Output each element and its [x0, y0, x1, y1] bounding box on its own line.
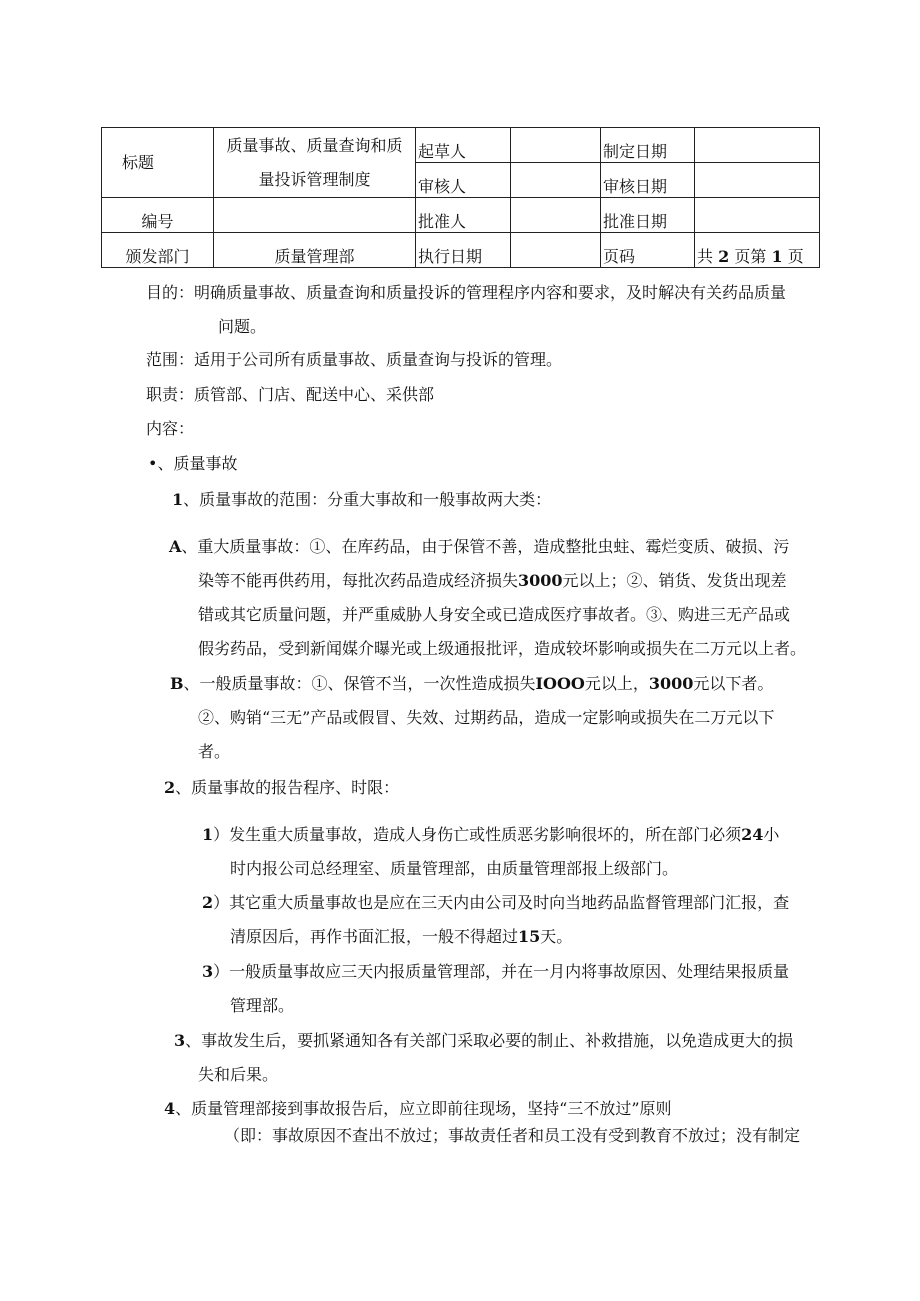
content-label: 内容： [146, 419, 195, 438]
item4-num: 4 [164, 1099, 176, 1118]
drafter-label: 起草人 [416, 128, 511, 163]
dept-value: 质量管理部 [214, 233, 416, 268]
B-line-2: ②、购销“三无”产品或假冒、失效、过期药品，造成一定影响或损失在二万元以下 [198, 708, 775, 727]
A-line-4: 假劣药品，受到新闻媒介曝光或上级通报批评，造成较坏影响或损失在二万元以上者。 [198, 639, 807, 658]
exec-date-label: 执行日期 [416, 233, 511, 268]
duty-line: 职责：质管部、门店、配送中心、采供部 [146, 385, 435, 404]
p2-text-2b: 天。 [540, 927, 573, 946]
page-value [695, 233, 820, 268]
B-num-3000: 3000 [648, 674, 694, 693]
purpose-line-2: 问题。 [218, 317, 267, 336]
p2-text-1: ）其它重大质量事故也是应在三天内由公司及时向当地药品监督管理部门汇报，查 [213, 893, 790, 912]
review-date-value [695, 163, 820, 198]
p3-line-2: 管理部。 [230, 996, 295, 1015]
B-line-1 [170, 674, 773, 694]
make-date-value [695, 128, 820, 163]
title-value-line1: 质量事故、质量查询和质 [226, 135, 403, 155]
item3-line-1 [174, 1031, 793, 1051]
approver-value [511, 198, 601, 233]
approver-label: 批准人 [416, 198, 511, 233]
A-label: A [169, 537, 182, 556]
review-date-label: 审核日期 [601, 163, 695, 198]
B-num-1000: IOOO [535, 674, 585, 693]
p1-line-1 [202, 825, 779, 845]
item1-num: 1 [172, 490, 184, 509]
make-date-label: 制定日期 [601, 128, 695, 163]
item2-text: 、质量事故的报告程序、时限： [175, 778, 400, 797]
scope-line: 范围：适用于公司所有质量事故、质量查询与投诉的管理。 [146, 350, 563, 369]
p2-line-2 [230, 927, 572, 947]
title-value-line2: 量投诉管理制度 [258, 169, 371, 189]
title-value [214, 128, 416, 198]
p3-num: 3 [202, 962, 214, 981]
A-line-2 [198, 571, 787, 591]
document-header-table [101, 127, 820, 268]
page-mid: 页第 [734, 247, 767, 266]
reviewer-value [511, 163, 601, 198]
item1-line [172, 490, 551, 510]
B-text-1a: 、一般质量事故：①、保管不当，一次性造成损失 [183, 674, 536, 693]
section-quality-accident: •、质量事故 [148, 454, 238, 473]
p1-text-1a: ）发生重大质量事故，造成人身伤亡或性质恶劣影响很坏的，所在部门必须 [213, 825, 742, 844]
p1-text-1b: 小 [763, 825, 780, 844]
exec-date-value [511, 233, 601, 268]
A-line-1 [169, 537, 789, 557]
p2-text-2a: 清原因后，再作书面汇报，一般不得超过 [230, 927, 519, 946]
title-label: 标题 [102, 128, 214, 198]
reviewer-label: 审核人 [416, 163, 511, 198]
approve-date-label: 批准日期 [601, 198, 695, 233]
number-label: 编号 [102, 198, 214, 233]
approve-date-value [695, 198, 820, 233]
p2-num-15: 15 [518, 927, 541, 946]
A-text-2a: 染等不能再供药用，每批次药品造成经济损失 [198, 571, 519, 590]
A-line-3: 错或其它质量问题，并严重威胁人身安全或已造成医疗事故者。③、购进三无产品或 [198, 605, 791, 624]
page-post: 页 [787, 247, 804, 266]
item3-num: 3 [174, 1031, 186, 1050]
A-text-2b: 元以上；②、销货、发货出现差 [562, 571, 787, 590]
p1-line-2: 时内报公司总经理室、质量管理部，由质量管理部报上级部门。 [230, 859, 679, 878]
p1-num: 1 [202, 825, 214, 844]
item2-num: 2 [164, 778, 176, 797]
item1-text: 、质量事故的范围：分重大事故和一般事故两大类： [183, 490, 552, 509]
p2-line-1 [202, 893, 789, 913]
page-label: 页码 [601, 233, 695, 268]
B-text-1c: 元以下者。 [693, 674, 774, 693]
p1-num-24: 24 [741, 825, 764, 844]
dept-label: 颁发部门 [102, 233, 214, 268]
p2-num: 2 [202, 893, 214, 912]
item3-line-2: 失和后果。 [198, 1065, 279, 1084]
A-num-3000: 3000 [518, 571, 563, 590]
page-total: 2 [718, 247, 730, 266]
purpose-line-1: 目的：明确质量事故、质量查询和质量投诉的管理程序内容和要求，及时解决有关药品质量 [146, 283, 787, 302]
item4-line-2: （即：事故原因不查出不放过；事故责任者和员工没有受到教育不放过；没有制定 [224, 1126, 801, 1145]
B-line-3: 者。 [198, 742, 231, 761]
number-value [214, 198, 416, 233]
p3-text-1: ）一般质量事故应三天内报质量管理部，并在一月内将事故原因、处理结果报质量 [213, 962, 790, 981]
B-text-1b: 元以上， [584, 674, 649, 693]
page-current: 1 [771, 247, 783, 266]
item4-line-1 [164, 1099, 672, 1119]
A-text-1: 、重大质量事故：①、在库药品，由于保管不善，造成整批虫蛀、霉烂变质、破损、污 [181, 537, 790, 556]
item4-text-1: 、质量管理部接到事故报告后，应立即前往现场，坚持“三不放过”原则 [175, 1099, 672, 1118]
item2-line [164, 778, 399, 798]
item3-text-1: 、事故发生后，要抓紧通知各有关部门采取必要的制止、补救措施，以免造成更大的损 [185, 1031, 794, 1050]
drafter-value [511, 128, 601, 163]
B-label: B [170, 674, 184, 693]
page-pre: 共 [697, 247, 714, 266]
p3-line-1 [202, 962, 789, 982]
